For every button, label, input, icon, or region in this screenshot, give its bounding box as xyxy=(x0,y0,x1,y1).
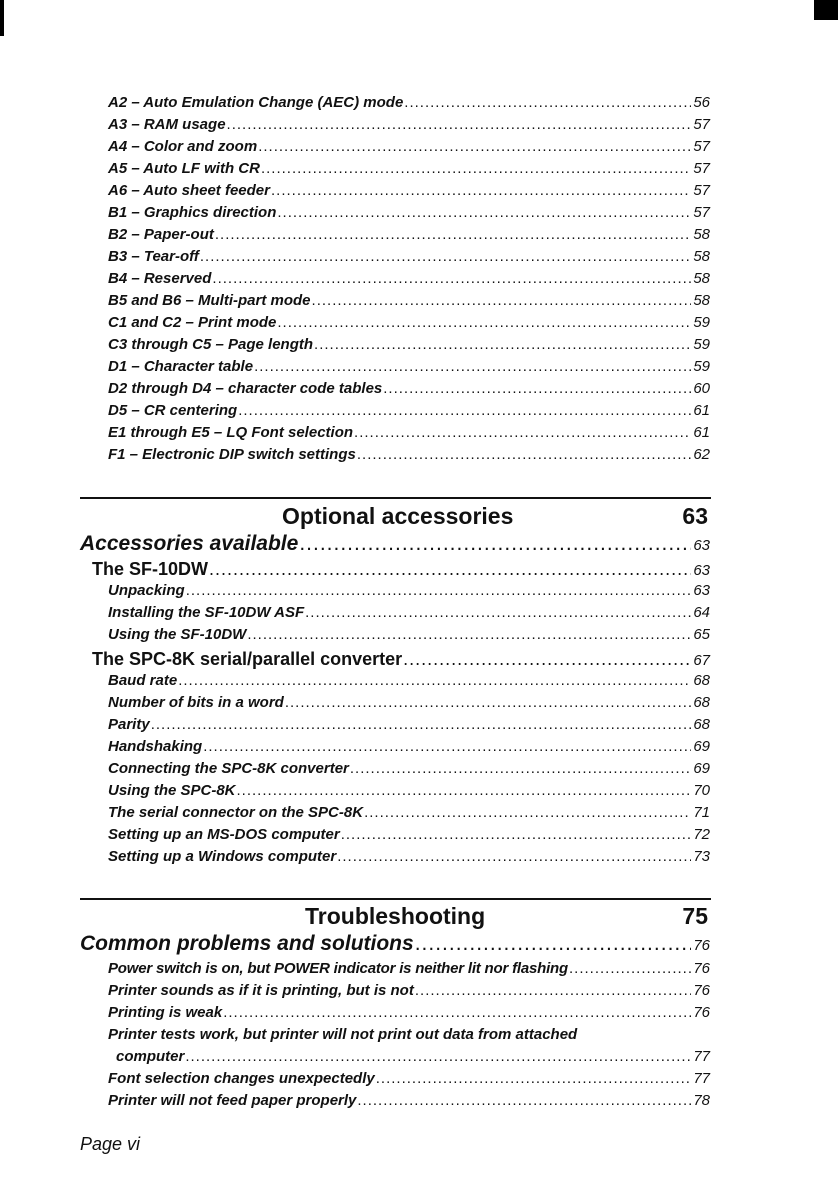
toc-entry-label: Printer will not feed paper properly xyxy=(108,1092,357,1109)
toc-entry-page: 68 xyxy=(693,716,710,733)
toc-entry-page: 67 xyxy=(693,652,710,669)
dot-leader xyxy=(415,982,691,999)
toc-entry-page: 58 xyxy=(693,292,710,309)
dot-leader xyxy=(247,626,691,643)
toc-entry-top-1[interactable] xyxy=(108,116,710,133)
toc-entry-label: B4 – Reserved xyxy=(108,270,212,287)
toc-entry-page: 76 xyxy=(693,960,710,977)
toc-entry-label: A3 – RAM usage xyxy=(108,116,226,133)
toc-entry-page: 71 xyxy=(693,804,710,821)
toc-entry-page: 70 xyxy=(693,782,710,799)
dot-leader xyxy=(238,402,691,419)
toc-entry-label: Baud rate xyxy=(108,672,178,689)
toc-entry-label: Font selection changes unexpectedly xyxy=(108,1070,375,1087)
toc-entry-top-6[interactable] xyxy=(108,226,710,243)
toc-entry-spc8k-0[interactable] xyxy=(108,672,710,689)
dot-leader xyxy=(354,424,691,441)
dot-leader xyxy=(212,270,691,287)
toc-entry-page: 59 xyxy=(693,314,710,331)
toc-entry-page: 77 xyxy=(693,1070,710,1087)
dot-leader xyxy=(261,160,691,177)
toc-entry-page: 62 xyxy=(693,446,710,463)
toc-entry-page: 68 xyxy=(693,672,710,689)
dot-leader xyxy=(215,226,691,243)
toc-entry-label: Installing the SF-10DW ASF xyxy=(108,604,305,621)
toc-entry-label: The serial connector on the SPC-8K xyxy=(108,804,364,821)
dot-leader xyxy=(376,1070,692,1087)
toc-entry-label: Printer tests work, but printer will not print out data from attached xyxy=(108,1026,578,1043)
dot-leader xyxy=(415,932,692,956)
toc-entry-page: 57 xyxy=(693,204,710,221)
toc-entry-page: 57 xyxy=(693,116,710,133)
toc-entry-top-10[interactable] xyxy=(108,314,710,331)
toc-entry-printer-sounds[interactable] xyxy=(108,982,710,999)
toc-entry-page: 63 xyxy=(693,582,710,599)
toc-entry-top-8[interactable] xyxy=(108,270,710,287)
toc-entry-page: 57 xyxy=(693,160,710,177)
toc-entry-page: 76 xyxy=(693,982,710,999)
toc-entry-page: 63 xyxy=(693,537,710,554)
chapter-page-accessories: 63 xyxy=(682,503,708,529)
toc-entry-top-16[interactable] xyxy=(108,446,710,463)
toc-entry-label: The SPC-8K serial/parallel converter xyxy=(92,649,403,669)
dot-leader xyxy=(237,782,692,799)
toc-entry-label: Setting up an MS-DOS computer xyxy=(108,826,340,843)
page-footer: Page vi xyxy=(80,1134,141,1154)
toc-entry-page: 69 xyxy=(693,760,710,777)
toc-entry-top-14[interactable] xyxy=(108,402,710,419)
toc-entry-label: Common problems and solutions xyxy=(80,932,414,955)
dot-leader xyxy=(277,204,691,221)
dot-leader xyxy=(569,960,691,977)
toc-entry-spc8k-7[interactable] xyxy=(108,826,710,843)
toc-entry-label: E1 through E5 – LQ Font selection xyxy=(108,424,354,441)
toc-entry-label: F1 – Electronic DIP switch settings xyxy=(108,446,356,463)
dot-leader xyxy=(200,248,691,265)
dot-leader xyxy=(364,804,691,821)
toc-entry-label: Unpacking xyxy=(108,582,185,599)
dot-leader xyxy=(314,336,691,353)
toc-entry-label: Using the SF-10DW xyxy=(108,626,247,643)
toc-entry-label: A4 – Color and zoom xyxy=(108,138,258,155)
dot-leader xyxy=(350,760,691,777)
toc-entry-spc8k-4[interactable] xyxy=(108,760,710,777)
toc-entry-label: Parity xyxy=(108,716,150,733)
toc-entry-font-selection[interactable] xyxy=(108,1070,710,1087)
dot-leader xyxy=(203,738,691,755)
toc-entry-page: 58 xyxy=(693,270,710,287)
chapter-rule-troubleshooting xyxy=(80,898,711,900)
toc-entry-top-4[interactable] xyxy=(108,182,710,199)
dot-leader xyxy=(254,358,691,375)
toc-entry-printing-weak[interactable] xyxy=(108,1004,710,1021)
toc-entry-sf10dw-1[interactable] xyxy=(108,604,710,621)
toc-entry-paper-feed[interactable] xyxy=(108,1092,710,1109)
toc-entry-label: computer xyxy=(116,1048,185,1065)
toc-entry-page: 76 xyxy=(693,937,710,954)
toc-entry-top-2[interactable] xyxy=(108,138,710,155)
toc-entry-label: D5 – CR centering xyxy=(108,402,238,419)
toc-entry-label: B1 – Graphics direction xyxy=(108,204,277,221)
toc-entry-page: 60 xyxy=(693,380,710,397)
toc-entry-spc8k-8[interactable] xyxy=(108,848,710,865)
dot-leader xyxy=(258,138,691,155)
toc-entry-page: 64 xyxy=(693,604,710,621)
toc-entry-page: 61 xyxy=(693,424,710,441)
toc-entry-label: Accessories available xyxy=(80,532,299,555)
dot-leader xyxy=(223,1004,691,1021)
toc-entry-label: Printing is weak xyxy=(108,1004,223,1021)
toc-entry-page: 57 xyxy=(693,182,710,199)
toc-subsection-sf10dw[interactable] xyxy=(92,559,710,580)
toc-entry-label: B2 – Paper-out xyxy=(108,226,214,243)
dot-leader xyxy=(285,694,691,711)
dot-leader xyxy=(337,848,691,865)
scan-edge-mark-right xyxy=(814,0,838,20)
toc-entry-page: 61 xyxy=(693,402,710,419)
toc-entry-page: 76 xyxy=(693,1004,710,1021)
toc-entry-label: A6 – Auto sheet feeder xyxy=(108,182,270,199)
dot-leader xyxy=(383,380,691,397)
dot-leader xyxy=(305,604,691,621)
toc-entry-sf10dw-0[interactable] xyxy=(108,582,710,599)
toc-entry-top-5[interactable] xyxy=(108,204,710,221)
toc-entry-printer-tests-line2[interactable] xyxy=(116,1048,710,1065)
toc-entry-label: B3 – Tear-off xyxy=(108,248,199,265)
toc-entry-label: The SF-10DW xyxy=(92,559,209,579)
toc-entry-label: A5 – Auto LF with CR xyxy=(108,160,260,177)
dot-leader xyxy=(404,94,691,111)
toc-entry-spc8k-2[interactable] xyxy=(108,716,710,733)
toc-entry-spc8k-6[interactable] xyxy=(108,804,710,821)
toc-entry-spc8k-1[interactable] xyxy=(108,694,710,711)
dot-leader xyxy=(312,292,692,309)
dot-leader xyxy=(357,1092,691,1109)
toc-entry-label: Power switch is on, but POWER indicator is neither lit nor flashing xyxy=(108,960,568,977)
chapter-rule-accessories xyxy=(80,497,711,499)
toc-entry-page: 69 xyxy=(693,738,710,755)
toc-entry-page: 77 xyxy=(693,1048,710,1065)
toc-entry-top-7[interactable] xyxy=(108,248,710,265)
toc-entry-label: Setting up a Windows computer xyxy=(108,848,337,865)
toc-entry-power-switch[interactable] xyxy=(108,960,710,977)
toc-entry-label: C1 and C2 – Print mode xyxy=(108,314,277,331)
toc-entry-spc8k-3[interactable] xyxy=(108,738,710,755)
toc-entry-page: 58 xyxy=(693,248,710,265)
dot-leader xyxy=(186,582,692,599)
toc-section-common-problems[interactable] xyxy=(80,932,710,956)
toc-entry-label: Handshaking xyxy=(108,738,203,755)
toc-entry-top-13[interactable] xyxy=(108,380,710,397)
dot-leader xyxy=(271,182,691,199)
toc-entry-label: Connecting the SPC-8K converter xyxy=(108,760,349,777)
chapter-title-accessories: Optional accessories xyxy=(282,503,514,529)
toc-entry-printer-tests-line1[interactable] xyxy=(108,1026,710,1043)
toc-entry-top-9[interactable] xyxy=(108,292,710,309)
toc-subsection-spc8k[interactable] xyxy=(92,649,710,670)
dot-leader xyxy=(209,559,691,580)
toc-entry-label: C3 through C5 – Page length xyxy=(108,336,314,353)
toc-entry-page: 73 xyxy=(693,848,710,865)
toc-entry-spc8k-5[interactable] xyxy=(108,782,710,799)
scan-edge-mark-left xyxy=(0,0,4,36)
toc-entry-top-0[interactable] xyxy=(108,94,710,111)
dot-leader xyxy=(178,672,691,689)
dot-leader xyxy=(299,532,691,556)
toc-entry-top-11[interactable] xyxy=(108,336,710,353)
dot-leader xyxy=(403,649,691,670)
chapter-title-troubleshooting: Troubleshooting xyxy=(305,903,486,929)
toc-entry-page: 59 xyxy=(693,358,710,375)
dot-leader xyxy=(341,826,692,843)
toc-entry-top-15[interactable] xyxy=(108,424,710,441)
toc-entry-page: 59 xyxy=(693,336,710,353)
toc-entry-page: 68 xyxy=(693,694,710,711)
toc-entry-label: B5 and B6 – Multi-part mode xyxy=(108,292,311,309)
toc-entry-sf10dw-2[interactable] xyxy=(108,626,710,643)
toc-entry-page: 63 xyxy=(693,562,710,579)
dot-leader xyxy=(227,116,692,133)
toc-entry-page: 57 xyxy=(693,138,710,155)
toc-entry-top-3[interactable] xyxy=(108,160,710,177)
toc-section-accessories-available[interactable] xyxy=(80,532,710,556)
toc-entry-page: 65 xyxy=(693,626,710,643)
toc-entry-label: D1 – Character table xyxy=(108,358,254,375)
chapter-page-troubleshooting: 75 xyxy=(682,903,708,929)
toc-entry-label: D2 through D4 – character code tables xyxy=(108,380,383,397)
toc-entry-label: Using the SPC-8K xyxy=(108,782,236,799)
toc-entry-page: 58 xyxy=(693,226,710,243)
toc-entry-label: Printer sounds as if it is printing, but is not xyxy=(108,982,414,999)
dot-leader xyxy=(185,1048,691,1065)
toc-entry-page: 78 xyxy=(693,1092,710,1109)
toc-entry-page: 56 xyxy=(693,94,710,111)
toc-entry-label: Number of bits in a word xyxy=(108,694,284,711)
dot-leader xyxy=(151,716,692,733)
dot-leader xyxy=(277,314,691,331)
toc-entry-label: A2 – Auto Emulation Change (AEC) mode xyxy=(108,94,404,111)
dot-leader xyxy=(357,446,691,463)
toc-entry-top-12[interactable] xyxy=(108,358,710,375)
toc-entry-page: 72 xyxy=(693,826,710,843)
